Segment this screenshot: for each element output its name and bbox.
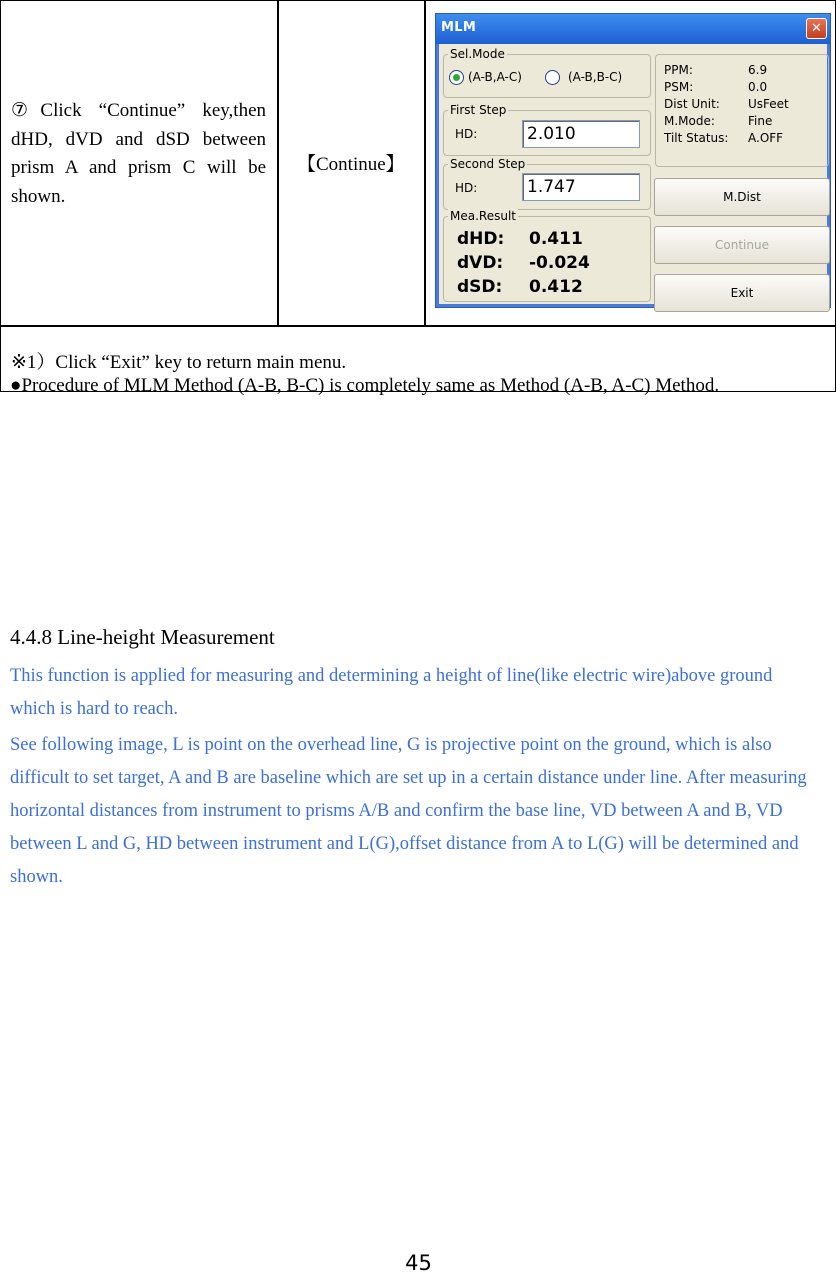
step-description: ⑦Click “Continue” key,then dHD, dVD and dSD between prism A and prism C will be shown. <box>11 100 266 207</box>
mlm-window <box>435 13 831 308</box>
table-divider <box>277 1 279 326</box>
second-step-group <box>443 157 651 210</box>
result-label-dhd: dHD: <box>457 229 505 249</box>
exit-button[interactable]: Exit <box>654 274 830 312</box>
result-label-dsd: dSD: <box>457 277 503 297</box>
result-label-dvd: dVD: <box>457 253 504 273</box>
mea-result-group <box>443 209 651 302</box>
status-label-ppm: PPM: <box>664 63 693 77</box>
table-divider <box>424 1 426 326</box>
radio-ab-ac-label: (A-B,A-C) <box>468 70 522 84</box>
status-label-mmode: M.Mode: <box>664 114 715 128</box>
second-hd-field[interactable]: 1.747 <box>522 173 640 201</box>
result-value-dvd: -0.024 <box>529 253 590 273</box>
status-label-dist-unit: Dist Unit: <box>664 97 720 111</box>
procedure-note: ●Procedure of MLM Method (A-B, B-C) is completely same as Method (A-B, A-C) Method. <box>10 375 720 396</box>
status-value-tilt: A.OFF <box>748 131 784 145</box>
title-bar <box>436 14 830 44</box>
section-heading: 4.4.8 Line-height Measurement <box>10 625 275 649</box>
second-hd-label: HD: <box>455 181 478 195</box>
status-label-tilt: Tilt Status: <box>664 131 729 145</box>
continue-button[interactable]: Continue <box>654 226 830 264</box>
close-button[interactable]: ✕ <box>806 18 827 39</box>
section-paragraph-1: This function is applied for measuring and determining a height of line(like electric wire)above ground which is hard to reach. <box>10 666 773 719</box>
footnote: ※1）Click “Exit” key to return main menu. <box>11 352 347 373</box>
first-hd-label: HD: <box>455 127 478 141</box>
result-value-dsd: 0.412 <box>529 277 583 297</box>
m-dist-button[interactable]: M.Dist <box>654 178 830 216</box>
radio-ab-ac[interactable] <box>449 70 464 85</box>
first-step-legend: First Step <box>450 103 507 117</box>
status-value-ppm: 6.9 <box>748 63 768 77</box>
radio-ab-bc[interactable] <box>545 70 560 85</box>
status-value-mmode: Fine <box>748 114 773 128</box>
page-number: 45 <box>405 1251 432 1275</box>
status-value-dist-unit: UsFeet <box>748 97 789 111</box>
result-value-dhd: 0.411 <box>529 229 583 249</box>
sel-mode-legend: Sel.Mode <box>450 47 505 61</box>
mea-result-legend: Mea.Result <box>450 209 516 223</box>
table-row-divider <box>1 325 835 327</box>
first-step-group <box>443 103 651 156</box>
second-step-legend: Second Step <box>450 157 526 171</box>
section-paragraph-2: See following image, L is point on the overhead line, G is projective point on the ground, which is also difficult to set target, A and B are baseline which are set up in a certain distance under line. After measuring horizontal distances from instrument to prisms A/B and confirm the base line, VD between A and B, VD between L and G, HD between instrument and L(G),offset distance from A to L(G) will be determined and shown. <box>10 735 807 887</box>
status-value-psm: 0.0 <box>748 80 768 94</box>
radio-ab-bc-label: (A-B,B-C) <box>568 70 623 84</box>
sel-mode-group <box>443 47 651 98</box>
key-label: 【Continue】 <box>297 154 405 175</box>
window-client <box>439 44 827 304</box>
status-panel <box>655 54 829 167</box>
status-label-psm: PSM: <box>664 80 694 94</box>
window-title: MLM <box>441 20 477 35</box>
first-hd-field[interactable]: 2.010 <box>522 120 640 148</box>
